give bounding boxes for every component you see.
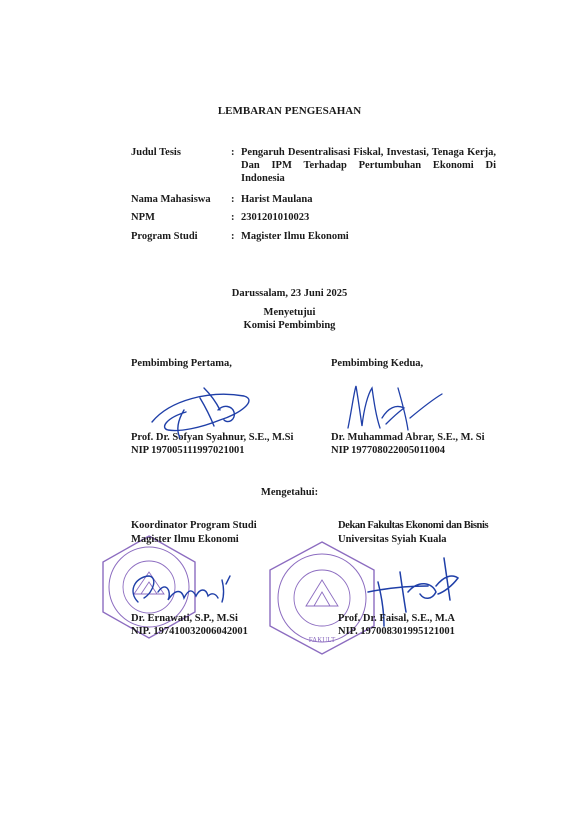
field-colon: : [231, 194, 235, 205]
svg-text:FAKULT: FAKULT [308, 636, 336, 644]
field-colon: : [231, 212, 235, 223]
faculty-stamp-right [262, 538, 382, 658]
field-label-study-program: Program Studi [131, 231, 198, 242]
coordinator-name: Dr. Ernawati, S.P., M.Si [131, 613, 238, 624]
field-value-npm: 2301201010023 [241, 212, 310, 223]
field-value-thesis-title: Pengaruh Desentralisasi Fiskal, Investasi, Tenaga Kerja, Dan IPM Terhadap Pertumbuhan Ekonomi Di Indonesia [241, 147, 496, 184]
field-label-student-name: Nama Mahasiswa [131, 194, 211, 205]
field-value-student-name: Harist Maulana [241, 194, 313, 205]
supervisor2-name: Dr. Muhammad Abrar, S.E., M. Si [331, 432, 485, 443]
field-colon: : [231, 231, 235, 242]
coordinator-nip: NIP. 197410032006042001 [131, 626, 248, 637]
approval-heading: Menyetujui [263, 307, 316, 318]
dean-role-line2: Universitas Syiah Kuala [338, 534, 447, 545]
supervisor1-name: Prof. Dr. Sofyan Syahnur, S.E., M.Si [131, 432, 294, 443]
committee-heading: Komisi Pembimbing [243, 320, 336, 331]
acknowledged-heading: Mengetahui: [260, 487, 319, 498]
supervisor1-nip: NIP 197005111997021001 [131, 445, 245, 456]
supervisor1-role: Pembimbing Pertama, [131, 358, 232, 369]
supervisor2-signature [338, 378, 448, 438]
coordinator-role-line1: Koordinator Program Studi [131, 520, 257, 531]
supervisor2-nip: NIP 197708022005011004 [331, 445, 446, 456]
page-title: LEMBARAN PENGESAHAN [217, 105, 362, 117]
coordinator-role-line2: Magister Ilmu Ekonomi [131, 534, 239, 545]
place-date: Darussalam, 23 Juni 2025 [231, 288, 348, 299]
field-label-npm: NPM [131, 212, 155, 223]
dean-name: Prof. Dr. Faisal, S.E., M.A [338, 613, 455, 624]
field-label-thesis-title: Judul Tesis [131, 147, 181, 158]
field-colon: : [231, 147, 235, 158]
field-value-study-program: Magister Ilmu Ekonomi [241, 231, 349, 242]
supervisor2-role: Pembimbing Kedua, [331, 358, 424, 369]
dean-nip: NIP. 197008301995121001 [338, 626, 455, 637]
dean-role-line1: Dekan Fakultas Ekonomi dan Bisnis [338, 520, 489, 531]
